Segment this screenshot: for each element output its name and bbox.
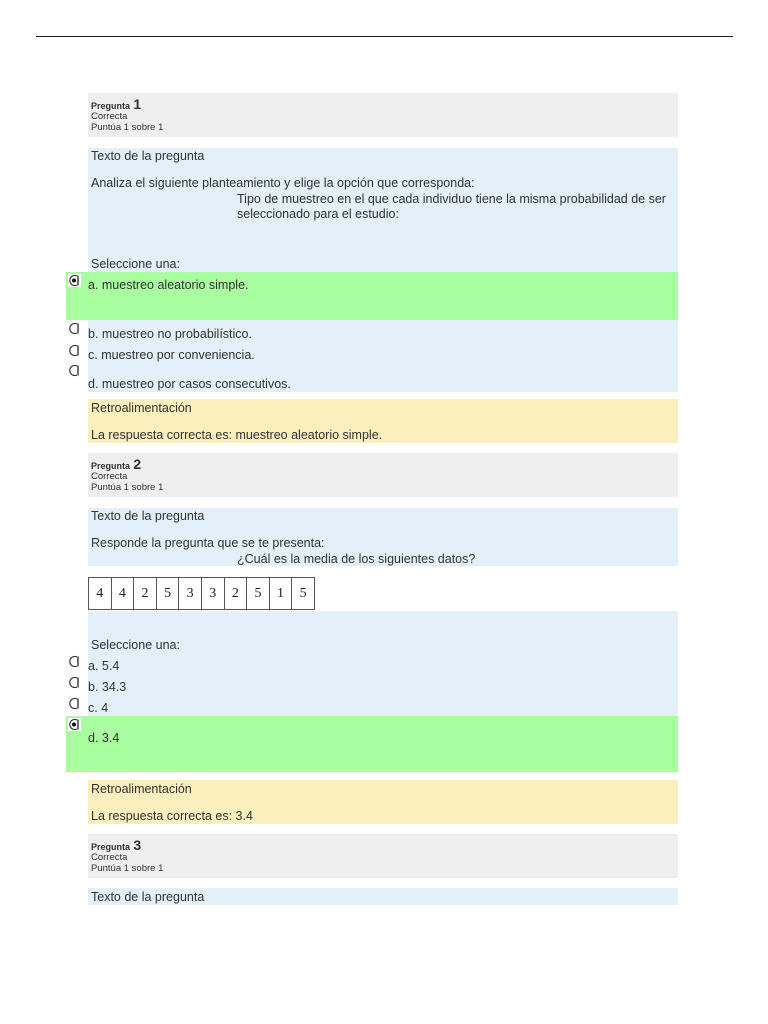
question-label: Pregunta [91, 101, 131, 111]
select-label: Seleccione una: [91, 257, 180, 271]
options-background [88, 611, 678, 716]
select-label: Seleccione una: [91, 638, 180, 652]
question-number: 3 [133, 837, 142, 853]
feedback-heading: Retroalimentación [91, 401, 192, 415]
question-score: Puntúa 1 sobre 1 [91, 482, 164, 493]
question-2-info [88, 453, 678, 497]
option-a[interactable]: a. 5.4 [88, 659, 120, 673]
option-c[interactable]: c. muestreo por conveniencia. [88, 348, 255, 362]
question-score: Puntúa 1 sobre 1 [91, 122, 164, 133]
option-c[interactable]: c. 4 [88, 701, 109, 715]
question-number: 1 [133, 96, 142, 112]
question-prompt: Responde la pregunta que se te presenta: [91, 536, 325, 550]
selected-answer-highlight [66, 716, 678, 772]
question-statement: ¿Cuál es la media de los siguientes datos? [237, 552, 476, 566]
question-score: Puntúa 1 sobre 1 [91, 863, 164, 874]
question-prompt: Analiza el siguiente planteamiento y elige la opción que corresponda: [91, 176, 475, 190]
data-cell: 5 [247, 578, 270, 610]
data-cell: 5 [292, 578, 315, 610]
radio-icon[interactable] [68, 676, 81, 689]
question-label: Pregunta [91, 842, 131, 852]
question-text-heading: Texto de la pregunta [91, 509, 205, 523]
data-cell: 4 [111, 578, 134, 610]
option-d[interactable]: d. 3.4 [88, 731, 120, 745]
radio-icon[interactable] [68, 655, 81, 668]
radio-selected-icon[interactable] [68, 718, 81, 731]
radio-icon[interactable] [68, 322, 81, 335]
feedback-heading: Retroalimentación [91, 782, 192, 796]
data-table [88, 577, 315, 610]
data-cell: 2 [224, 578, 247, 610]
option-b[interactable]: b. 34.3 [88, 680, 127, 694]
question-status: Correcta [91, 852, 128, 863]
feedback-text: La respuesta correcta es: 3.4 [91, 809, 253, 823]
question-1-info [88, 93, 678, 137]
question-statement: Tipo de muestreo en el que cada individuo tiene la misma probabilidad de ser seleccionado para el estudio: [237, 192, 666, 221]
question-3-info [88, 834, 678, 878]
feedback-text: La respuesta correcta es: muestreo aleatorio simple. [91, 428, 383, 442]
question-text-heading: Texto de la pregunta [91, 890, 205, 904]
data-cell: 2 [134, 578, 157, 610]
data-cell: 5 [156, 578, 179, 610]
top-divider [36, 36, 733, 37]
option-a[interactable]: a. muestreo aleatorio simple. [88, 278, 249, 292]
question-status: Correcta [91, 111, 128, 122]
data-cell: 3 [179, 578, 202, 610]
radio-icon[interactable] [68, 344, 81, 357]
data-cell: 1 [269, 578, 292, 610]
question-status: Correcta [91, 471, 128, 482]
radio-icon[interactable] [68, 697, 81, 710]
question-label: Pregunta [91, 461, 131, 471]
radio-selected-icon[interactable] [68, 274, 81, 287]
radio-icon[interactable] [68, 364, 81, 377]
option-b[interactable]: b. muestreo no probabilístico. [88, 327, 252, 341]
question-text-heading: Texto de la pregunta [91, 149, 205, 163]
option-d[interactable]: d. muestreo por casos consecutivos. [88, 377, 291, 391]
data-cell: 3 [201, 578, 224, 610]
question-number: 2 [133, 456, 142, 472]
data-cell: 4 [89, 578, 112, 610]
